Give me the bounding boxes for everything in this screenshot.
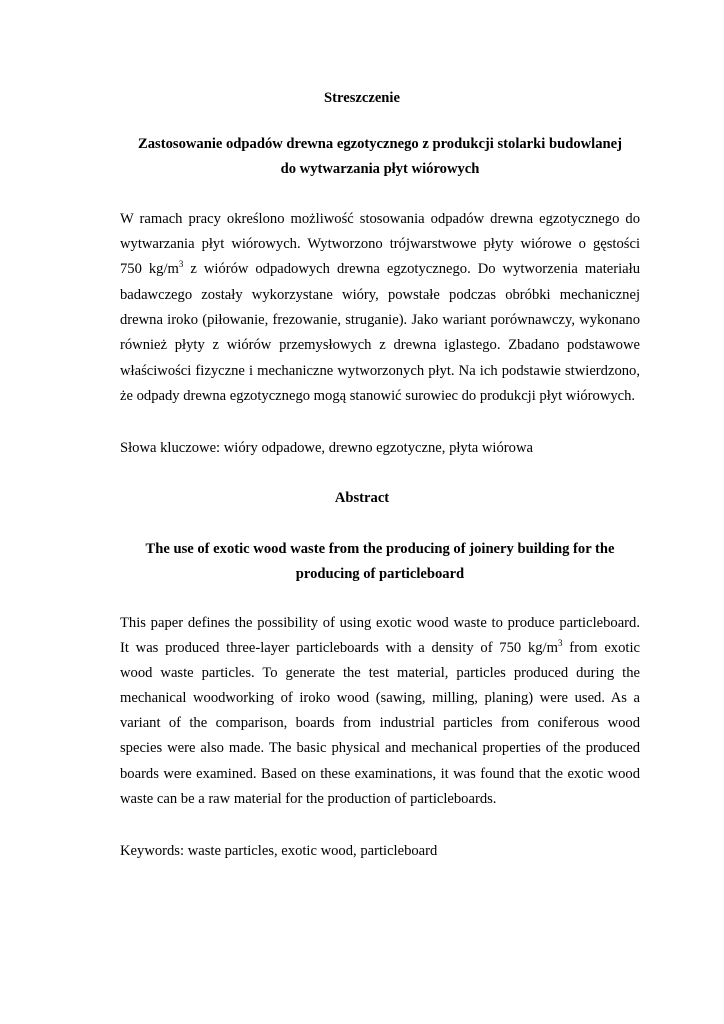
- body-line: variant of the comparison, boards from industrial particles from coniferous wood: [120, 715, 640, 731]
- body-line: W ramach pracy określono możliwość stosowania odpadów drewna egzotycznego do: [120, 211, 640, 227]
- body-segment: It was produced three-layer particleboards with a density of 750 kg/m: [120, 640, 558, 656]
- body-line: wood waste particles. To generate the test material, particles produced during the: [120, 665, 640, 681]
- body-line: waste can be a raw material for the production of particleboards.: [120, 791, 497, 807]
- abstract-heading: Abstract: [334, 490, 390, 506]
- body-segment: 750 kg/m: [120, 261, 179, 277]
- body-line: właściwości fizyczne i mechaniczne wytworzonych płyt. Na ich podstawie stwierdzono,: [120, 363, 640, 379]
- superscript: 3: [557, 638, 563, 648]
- body-line: że odpady drewna egzotycznego mogą stanowić surowiec do produkcji płyt wiórowych.: [120, 388, 636, 404]
- streszczenie-title: [120, 132, 640, 182]
- body-line: wytwarzania płyt wiórowych. Wytworzono trójwarstwowe płyty wiórowe o gęstości: [120, 236, 640, 252]
- streszczenie-keywords: Słowa kluczowe: wióry odpadowe, drewno egzotyczne, płyta wiórowa: [120, 440, 533, 456]
- body-line: [120, 636, 640, 661]
- streszczenie-title-line: do wytwarzania płyt wiórowych: [280, 161, 480, 177]
- abstract-title-line: The use of exotic wood waste from the producing of joinery building for the: [145, 541, 615, 557]
- body-line: boards were examined. Based on these examinations, it was found that the exotic wood: [120, 766, 640, 782]
- body-line: drewna iroko (piłowanie, frezowanie, struganie). Jako wariant porównawczy, wykonano: [120, 312, 640, 328]
- abstract-title-line: producing of particleboard: [295, 566, 465, 582]
- body-line: również płyty z wiórów przemysłowych z drewna iglastego. Zbadano podstawowe: [120, 337, 640, 353]
- body-line: [120, 257, 640, 282]
- superscript: 3: [178, 259, 184, 269]
- body-line: badawczego zostały wykorzystane wióry, powstałe podczas obróbki mechanicznej: [120, 287, 640, 303]
- body-line: This paper defines the possibility of using exotic wood waste to produce particleboard.: [120, 615, 640, 631]
- streszczenie-title-line: Zastosowanie odpadów drewna egzotycznego z produkcji stolarki budowlanej: [138, 136, 622, 152]
- streszczenie-heading: Streszczenie: [324, 90, 400, 106]
- abstract-keywords: Keywords: waste particles, exotic wood, particleboard: [120, 843, 438, 859]
- body-segment: z wiórów odpadowych drewna egzotycznego. Do wytworzenia materiału: [183, 261, 640, 277]
- body-segment: from exotic: [562, 640, 640, 656]
- body-line: mechanical woodworking of iroko wood (sawing, milling, planing) were used. As a: [120, 690, 640, 706]
- abstract-title: [120, 537, 640, 587]
- body-line: species were also made. The basic physical and mechanical properties of the produced: [120, 740, 640, 756]
